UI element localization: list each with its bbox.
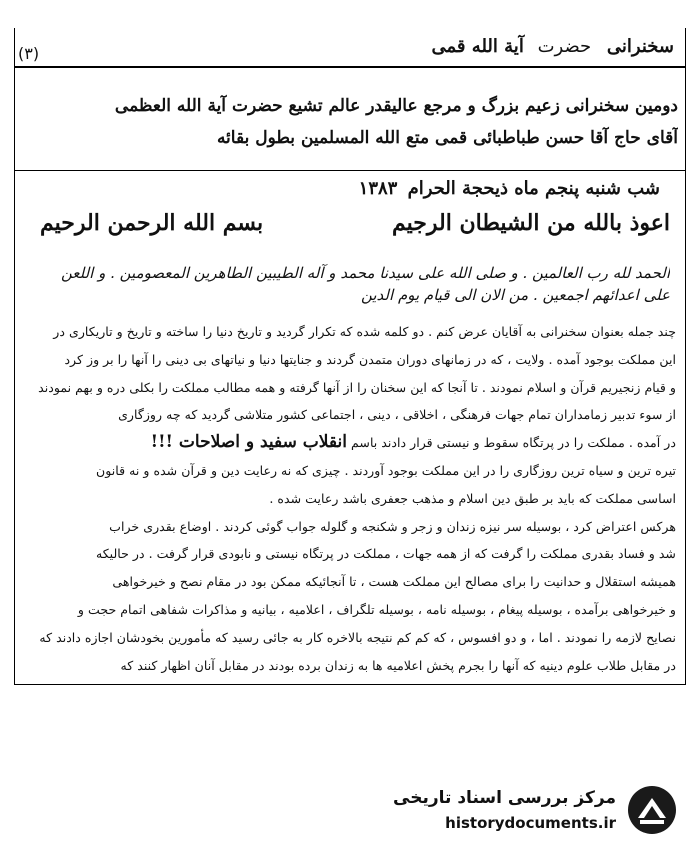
date-line (359, 178, 660, 199)
page-number-mark: (۳) (18, 44, 40, 63)
body-line: و قیام زنجیریم قرآن و اسلام نمودند . تا آنجا که این سخنان را از آنها گرفته و همه مطالب مملکت را بکلی دره و بهم نمودند (38, 379, 676, 395)
body-line: اساسی مملکت که باید بر طبق دین اسلام و مذهب جعفری باشد رعایت شده . (269, 490, 676, 506)
website-url: historydocuments.ir (445, 814, 616, 832)
body-line-with-slogan (16, 429, 676, 457)
body-line: از سوء تدبیر زمامداران تمام جهات فرهنگی ، اخلاقی ، دینی ، اجتماعی کشور متلاشی گردید که چه روزگاری (118, 407, 676, 423)
book-arrow-logo-icon (626, 784, 678, 836)
org-name: مرکز بررسی اسناد تاریخی (393, 788, 616, 808)
header-divider (14, 66, 686, 68)
speech-body (16, 318, 676, 679)
date-year: ۱۳۸۳ (358, 178, 398, 199)
header-speaker-label: سخنرانی (606, 36, 674, 57)
intro-line: دومین سخنرانی زعیم بزرگ و مرجع عالیقدر عالم تشیع حضرت آیة الله العظمی (114, 96, 678, 116)
praise-paragraph (30, 262, 670, 306)
body-line: نصایح لازمه را نمودند . اما ، و دو افسوس ، که کم کم نتیجه بالاخره کار به جائی رسید که مأمورین بخودشان اجازه دادند که (39, 629, 676, 645)
body-line: همیشه استقلال و حدانیت را برای مصالح این مملکت هست ، تا آنجائیکه ممکن بود در مقام نصح و خیرخواهی (112, 574, 676, 590)
body-line: هرکس اعتراض کرد ، بوسیله سر نیزه زندان و زجر و شکنجه و گلوله جواب گوئی کردند . اوضاع بقدری خراب (109, 518, 676, 534)
istiadha-line: اعوذ بالله من الشیطان الرجیم (392, 210, 670, 236)
body-line: شد و فساد بقدری مملکت را گرفت که از همه جهات ، مملکت در پرتگاه نیستی و نابودی قرار گرفت . در حالیکه (95, 546, 676, 562)
header-name: آیة الله قمی (431, 36, 524, 57)
intro-heading (18, 90, 678, 154)
document-header (432, 36, 674, 57)
header-honorific: حضرت (537, 36, 592, 57)
body-line: در مقابل طلاب علوم دینیه که آنها را بجرم پخش اعلامیه ها به زندان برده بودند در مقابل آنان اظهار کنند که (120, 657, 676, 673)
intro-line: آقای حاج آقا حسن طباطبائی قمی متع الله المسلمین بطول بقائه (216, 128, 678, 148)
praise-line: علی اعدائهم اجمعین . من الان الی قیام یوم الدین (360, 286, 670, 304)
intro-divider (14, 170, 686, 171)
body-line: و خیرخواهی برآمده ، بوسیله پیغام ، بوسیله نامه ، بوسیله تلگراف ، اعلامیه ، بیانیه و مذاکرات شفاهی اتمام حجت و (77, 601, 676, 617)
body-line: چند جمله بعنوان سخنرانی به آقایان عرض کنم . دو کلمه شده که تکرار گردید و تاریخ دنیا را ساخته و تاریخ و تاریکاری در (53, 324, 676, 339)
body-line: تیره ترین و سیاه ترین روزگاری را در این مملکت بوجود آوردند . چیزی که نه رعایت دین و قرآن شده و نه قانون (96, 462, 676, 478)
slogan-text: انقلاب سفید و اصلاحات !!! (150, 432, 347, 453)
date-prefix: شب شنبه پنجم ماه ذیحجة الحرام (407, 178, 660, 199)
body-line: در آمده . مملکت را در پرتگاه سقوط و نیستی قرار دادند باسم (351, 435, 676, 451)
watermark-footer (393, 782, 686, 842)
body-line: این مملکت بوجود آمده . ولایت ، که در زمانهای دوران متمدن گردند و جنایتها دنیا و نیاتهای بی دینی را آنها را بر وز کرد (64, 351, 676, 367)
basmala-line: بسم الله الرحمن الرحیم (40, 210, 264, 236)
praise-line: الحمد لله رب العالمین . و صلی الله علی سیدنا محمد و آله الطیبین الطاهرین المعصومین . و اللعن (60, 264, 670, 282)
